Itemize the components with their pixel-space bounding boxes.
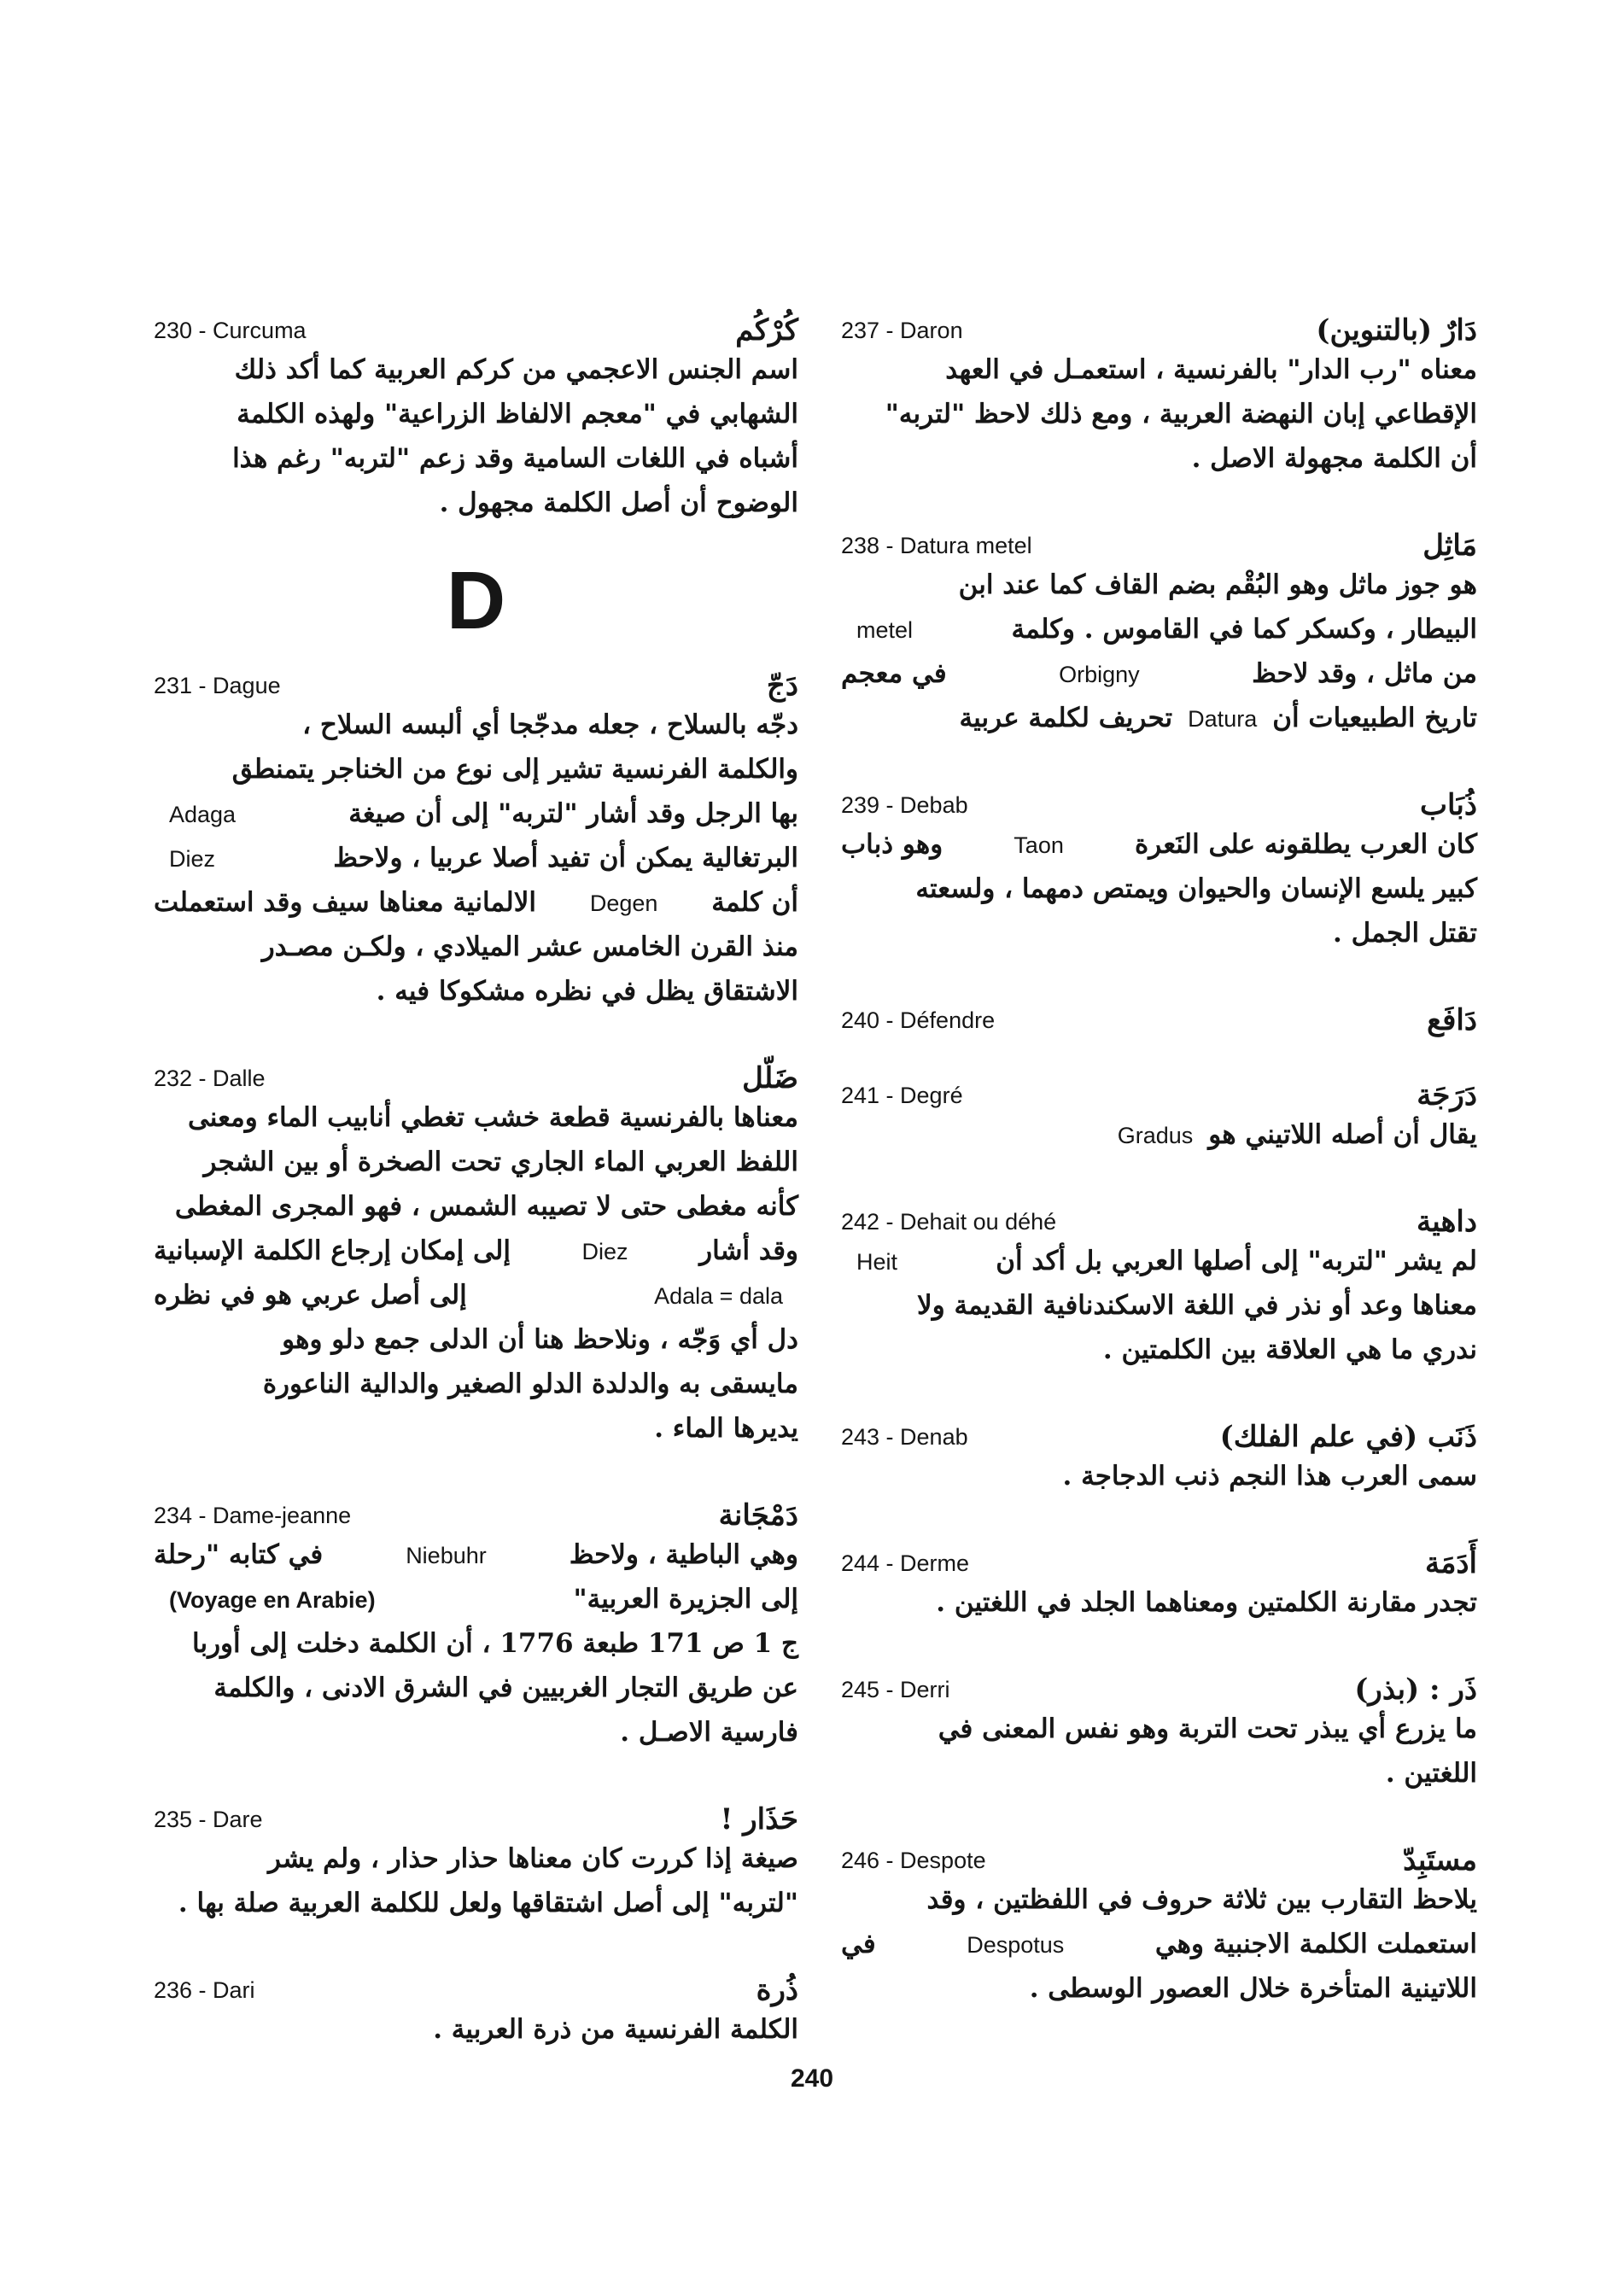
arabic-text: والكلمة الفرنسية تشير إلى نوع من الخناجر يتمنطق <box>231 754 798 785</box>
arabic-text: وهو ذباب <box>841 829 943 860</box>
entry-headword: ضَلّل <box>742 1061 798 1095</box>
arabic-text: من ماثل ، وقد لاحظ <box>1252 658 1477 689</box>
definition-line <box>154 843 798 887</box>
entry-definition <box>841 1587 1477 1632</box>
dictionary-entry <box>841 1068 1477 1164</box>
definition-line <box>154 1235 798 1280</box>
section-letter: D <box>446 555 506 646</box>
arabic-text: كبير يلسع الإنسان والحيوان ويمتص دمهما ، ولسعته <box>915 873 1477 904</box>
entry-definition <box>154 1843 798 1932</box>
entry-label: 239 - Debab <box>841 792 968 818</box>
entry-headword: ذَر : (بذر) <box>1354 1673 1477 1707</box>
entry-header <box>841 518 1477 563</box>
dictionary-entry <box>841 303 1477 488</box>
entry-headword: كُرْكُم <box>735 313 798 347</box>
latin-term: Orbigny <box>1059 662 1140 687</box>
dictionary-entry <box>154 658 798 1020</box>
entry-header <box>841 1536 1477 1580</box>
arabic-text: يقال أن أصله اللاتيني هو <box>1208 1119 1477 1150</box>
arabic-text: أن كلمة <box>711 887 798 918</box>
entry-label: 231 - Dague <box>154 673 281 698</box>
latin-term: Adaga <box>169 802 237 827</box>
latin-term: Heit <box>856 1249 898 1275</box>
entry-label: 235 - Dare <box>154 1807 263 1832</box>
definition-line <box>841 1334 1477 1379</box>
arabic-text: "لتربه" إلى أصل اشتقاقها ولعل للكلمة العربية صلة بها . <box>178 1888 798 1918</box>
arabic-text: منذ القرن الخامس عشر الميلادي ، ولكـن مصـدر <box>261 931 798 962</box>
entry-header <box>154 1963 798 2007</box>
definition-line <box>841 1973 1477 2017</box>
definition-line <box>154 887 798 931</box>
entry-header <box>841 1410 1477 1454</box>
definition-line <box>154 798 798 843</box>
entry-definition <box>841 1461 1477 1505</box>
page-number: 240 <box>790 2064 834 2093</box>
arabic-text: ندري ما هي العلاقة بين الكلمتين . <box>1102 1334 1477 1365</box>
entry-headword: مَاثِل <box>1422 528 1477 563</box>
entry-definition <box>841 829 1477 962</box>
entry-header <box>841 1068 1477 1112</box>
entry-definition <box>841 1714 1477 1802</box>
arabic-text: استعملت الكلمة الاجنبية وهي <box>1154 1929 1477 1959</box>
arabic-text: صيغة إذا كررت كان معناها حذار حذار ، ولم يشر <box>267 1843 798 1874</box>
definition-line <box>841 1714 1477 1758</box>
entry-headword: دَرَجَة <box>1417 1078 1477 1112</box>
arabic-text: إلى الجزيرة العربية" <box>573 1584 798 1614</box>
definition-line <box>841 399 1477 443</box>
entry-header <box>154 658 798 703</box>
definition-line <box>841 569 1477 614</box>
arabic-text: أشباه في اللغات السامية وقد زعم "لتربه" رغم هذا <box>232 443 798 474</box>
arabic-text: إلى أصل عربي هو في نظره <box>154 1280 467 1311</box>
left-column <box>154 303 798 2089</box>
definition-line <box>841 1758 1477 1802</box>
entry-definition <box>841 1884 1477 2017</box>
latin-term: Diez <box>169 846 216 872</box>
definition-line <box>841 829 1477 873</box>
latin-term: Degen <box>589 890 658 916</box>
arabic-text: في معجم <box>841 658 947 689</box>
dictionary-entry <box>154 1963 798 2058</box>
dictionary-entry <box>841 1410 1477 1505</box>
latin-term: Despotus <box>967 1932 1065 1958</box>
arabic-text: تجدر مقارنة الكلمتين ومعناهما الجلد في اللغتين . <box>936 1587 1477 1618</box>
dictionary-entry <box>841 1536 1477 1632</box>
entry-label: 237 - Daron <box>841 318 963 343</box>
definition-line <box>841 443 1477 488</box>
definition-line <box>154 1584 798 1628</box>
arabic-text: يلاحظ التقارب بين ثلاثة حروف في اللفظتين ، وقد <box>926 1884 1477 1915</box>
arabic-text: اللفظ العربي الماء الجاري تحت الصخرة أو بين الشجر <box>203 1147 798 1177</box>
definition-line <box>154 976 798 1020</box>
left-column-bottom <box>154 658 798 2058</box>
arabic-text: كأنه مغطى حتى لا تصيبه الشمس ، فهو المجرى المغطى <box>174 1191 798 1222</box>
definition-line <box>154 1369 798 1413</box>
entry-label: 230 - Curcuma <box>154 318 307 343</box>
entry-definition <box>154 709 798 1020</box>
entry-label: 243 - Denab <box>841 1424 968 1450</box>
dictionary-entry <box>841 1194 1477 1379</box>
entry-headword: ذُرة <box>756 1973 798 2007</box>
definition-line <box>154 1539 798 1584</box>
entry-label: 234 - Dame-jeanne <box>154 1503 352 1528</box>
entry-headword: دَافَع <box>1427 1003 1477 1037</box>
entry-definition <box>154 1539 798 1761</box>
definition-line <box>841 873 1477 918</box>
entry-headword: أَدَمَة <box>1424 1546 1477 1580</box>
entry-headword: مستَبِدّ <box>1403 1843 1477 1877</box>
entry-definition <box>154 2014 798 2058</box>
definition-line <box>841 1929 1477 1973</box>
entry-header <box>154 1488 798 1533</box>
dictionary-entry <box>841 1833 1477 2017</box>
definition-line <box>841 1587 1477 1632</box>
entry-header <box>154 1051 798 1095</box>
arabic-text: اللغتين . <box>1385 1758 1477 1789</box>
entry-header <box>841 1833 1477 1877</box>
arabic-text: الشهابي في "معجم الالفاظ الزراعية" ولهذه الكلمة <box>237 399 798 429</box>
left-column-top <box>154 303 798 532</box>
arabic-text: يديرها الماء . <box>654 1413 798 1444</box>
arabic-text: في <box>841 1929 876 1959</box>
entry-label: 240 - Défendre <box>841 1007 996 1033</box>
definition-line <box>154 1191 798 1235</box>
definition-line <box>154 354 798 399</box>
arabic-text: اسم الجنس الاعجمي من كركم العربية كما أكد ذلك <box>234 354 798 385</box>
arabic-text: البيطار ، وكسكر كما في القاموس . وكلمة <box>1011 614 1477 645</box>
entry-definition <box>154 1102 798 1457</box>
arabic-text: الكلمة الفرنسية من ذرة العربية . <box>433 2014 798 2045</box>
dictionary-entry <box>154 1488 798 1761</box>
entry-definition <box>841 569 1477 747</box>
definition-line <box>154 1413 798 1457</box>
entry-definition <box>841 354 1477 488</box>
arabic-text: معناها وعد أو نذر في اللغة الاسكندنافية القديمة ولا <box>917 1290 1477 1321</box>
definition-line <box>154 2014 798 2058</box>
entry-label: 245 - Derri <box>841 1677 950 1702</box>
entry-headword: دَارٌ (بالتنوين) <box>1316 313 1477 347</box>
arabic-text: أن الكلمة مجهولة الاصل . <box>1191 443 1477 474</box>
entry-header <box>841 1194 1477 1239</box>
definition-line <box>154 443 798 488</box>
arabic-text: كان العرب يطلقونه على النَعرة <box>1134 829 1477 860</box>
definition-line <box>841 918 1477 962</box>
definition-line <box>154 1102 798 1147</box>
dictionary-entry <box>154 1051 798 1457</box>
definition-line <box>841 1290 1477 1334</box>
entry-label: 241 - Degré <box>841 1083 963 1108</box>
definition-line <box>154 1843 798 1888</box>
definition-line <box>154 709 798 754</box>
definition-line <box>841 1461 1477 1505</box>
definition-line <box>154 488 798 532</box>
latin-term: Gradus <box>1117 1123 1194 1148</box>
arabic-text: عن طريق التجار الغربيين في الشرق الادنى ، والكلمة <box>213 1673 798 1703</box>
entry-headword: ذَنَب (في علم الفلك) <box>1219 1420 1477 1454</box>
latin-term: (Voyage en Arabie) <box>169 1587 376 1613</box>
dictionary-entry <box>841 778 1477 962</box>
entry-label: 242 - Dehait ou déhé <box>841 1209 1057 1235</box>
latin-term: Niebuhr <box>406 1543 487 1568</box>
dictionary-entry <box>841 993 1477 1037</box>
arabic-text: تاريخ الطبيعيات أن <box>1272 703 1477 733</box>
definition-line <box>154 754 798 798</box>
entry-definition <box>841 1119 1477 1164</box>
definition-line <box>841 1119 1477 1164</box>
arabic-text: إلى إمكان إرجاع الكلمة الإسبانية <box>154 1235 511 1266</box>
entry-label: 236 - Dari <box>154 1977 255 2003</box>
arabic-text: ما يزرع أي يبذر تحت التربة وهو نفس المعنى في <box>938 1714 1477 1744</box>
arabic-text: الالمانية معناها سيف وقد استعملت <box>154 887 537 918</box>
arabic-text: تقتل الجمل . <box>1333 918 1477 949</box>
definition-line <box>154 1324 798 1369</box>
entry-headword: ذُبَاب <box>1420 788 1477 822</box>
latin-term: Diez <box>581 1239 628 1264</box>
arabic-text: تحريف لكلمة عربية <box>959 703 1173 733</box>
definition-line <box>154 931 798 976</box>
entry-header <box>841 993 1477 1037</box>
arabic-text: فارسية الاصـل . <box>620 1717 798 1748</box>
dictionary-entry <box>841 1662 1477 1802</box>
arabic-text: وهي الباطية ، ولاحظ <box>569 1539 798 1570</box>
definition-line <box>154 1280 798 1324</box>
entry-header <box>154 1792 798 1836</box>
entry-label: 244 - Derme <box>841 1550 970 1576</box>
arabic-text: وقد أشار <box>699 1235 798 1266</box>
arabic-text: دجّه بالسلاح ، جعله مدجّجا أي ألبسه السلاح ، <box>302 709 798 740</box>
right-column <box>841 303 1477 2048</box>
arabic-text: الوضوح أن أصل الكلمة مجهول . <box>439 488 798 518</box>
arabic-text: في كتابه "رحلة <box>154 1539 324 1570</box>
latin-term: metel <box>856 617 914 643</box>
arabic-text: بها الرجل وقد أشار "لتربه" إلى أن صيغة <box>348 798 798 829</box>
arabic-text: لم يشر "لتربه" إلى أصلها العربي بل أكد أن <box>996 1246 1477 1276</box>
entry-headword: دَجّ <box>766 669 798 703</box>
entry-header <box>841 1662 1477 1707</box>
entry-header <box>841 303 1477 347</box>
definition-line <box>841 354 1477 399</box>
definition-line <box>841 1246 1477 1290</box>
arabic-text: مايسقى به والدلدة الدلو الصغير والدالية الناعورة <box>262 1369 798 1399</box>
arabic-text: سمى العرب هذا النجم ذنب الدجاجة . <box>1062 1461 1477 1492</box>
dictionary-entry <box>154 1792 798 1932</box>
entry-label: 232 - Dalle <box>154 1066 266 1091</box>
definition-line <box>154 1147 798 1191</box>
entry-headword: دَمْجَانة <box>718 1498 798 1533</box>
arabic-text: معناها بالفرنسية قطعة خشب تغطي أنابيب الماء ومعنى <box>187 1102 798 1133</box>
definition-line <box>154 1628 798 1673</box>
arabic-text: دل أي وَجّه ، ونلاحظ هنا أن الدلى جمع دلو وهو <box>282 1324 798 1355</box>
definition-line <box>841 1884 1477 1929</box>
definition-line <box>841 703 1477 747</box>
definition-line <box>841 658 1477 703</box>
arabic-text: البرتغالية يمكن أن تفيد أصلا عربيا ، ولاحظ <box>333 843 798 873</box>
definition-line <box>154 1717 798 1761</box>
arabic-text: معناه "رب الدار" بالفرنسية ، استعمـل في العهد <box>945 354 1477 385</box>
entry-headword: داهية <box>1416 1205 1477 1239</box>
definition-line <box>154 1673 798 1717</box>
entry-headword: حَذَار ! <box>720 1802 798 1836</box>
arabic-text: الإقطاعي إبان النهضة العربية ، ومع ذلك لاحظ "لتربه" <box>885 399 1477 429</box>
dictionary-entry <box>154 303 798 532</box>
arabic-text: اللاتينية المتأخرة خلال العصور الوسطى . <box>1029 1973 1477 2004</box>
dictionary-entry <box>841 518 1477 747</box>
entry-header <box>154 303 798 347</box>
arabic-text: الاشتقاق يظل في نظره مشكوكا فيه . <box>376 976 798 1007</box>
latin-term: Adala = dala <box>654 1283 783 1309</box>
entry-label: 238 - Datura metel <box>841 533 1032 558</box>
latin-term: Taon <box>1014 832 1064 858</box>
entry-label: 246 - Despote <box>841 1848 986 1873</box>
arabic-text: هو جوز ماثل وهو البُقْم بضم القاف كما عند ابن <box>958 569 1477 600</box>
arabic-text: ج 1 ص 171 طبعة 1776 ، أن الكلمة دخلت إلى أوربا <box>192 1628 798 1659</box>
latin-term: Datura <box>1188 706 1258 732</box>
definition-line <box>154 399 798 443</box>
entry-definition <box>841 1246 1477 1379</box>
definition-line <box>154 1888 798 1932</box>
entry-definition <box>154 354 798 532</box>
definition-line <box>841 614 1477 658</box>
entry-header <box>841 778 1477 822</box>
